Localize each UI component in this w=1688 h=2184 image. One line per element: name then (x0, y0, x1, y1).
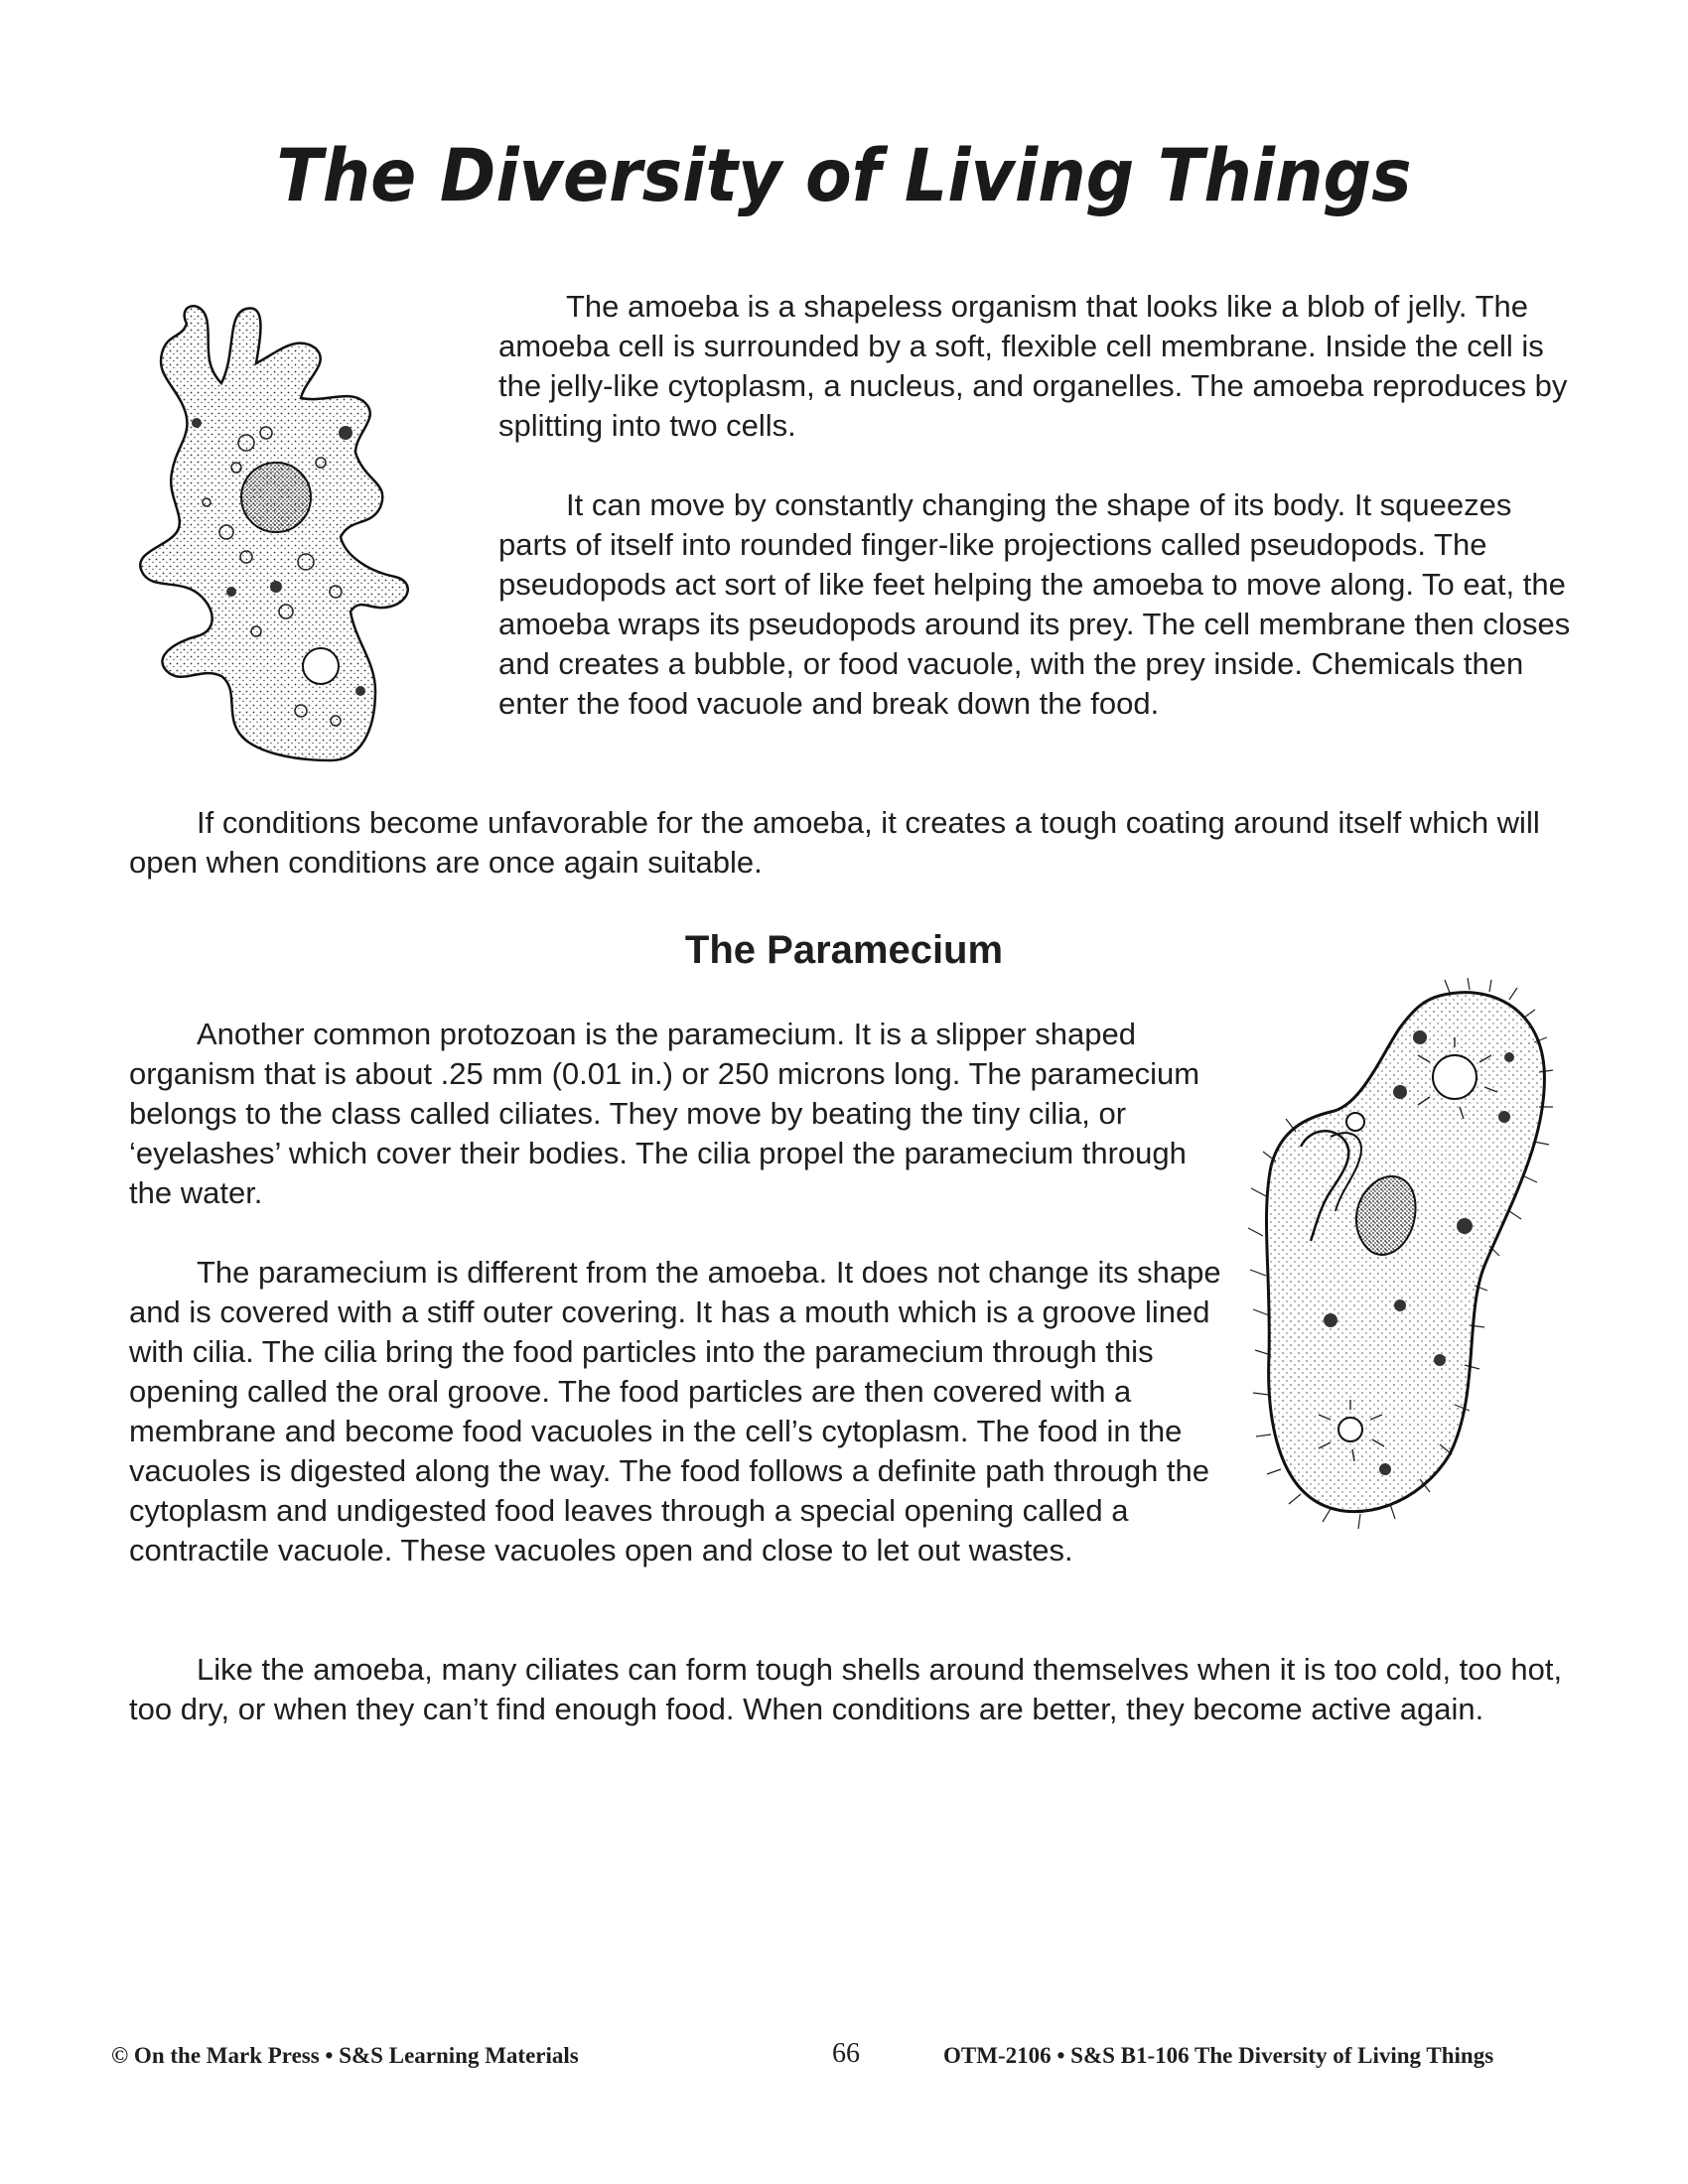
amoeba-paragraph-3: If conditions become unfavorable for the amoeba, it creates a tough coating around itself which will open when conditions are once again suitable. (129, 805, 1540, 880)
amoeba-illustration (127, 294, 485, 770)
paramecium-paragraph-1: Another common protozoan is the paramecium. It is a slipper shaped organism that is about .25 mm (0.01 in.) or 250 microns long. The paramecium belongs to the class called ciliates. They move by beating the tiny cilia, or ‘eyelashes’ which cover their bodies. The cilia propel the paramecium through the water. (129, 1017, 1200, 1210)
page-number: 66 (832, 2038, 860, 2069)
paramecium-paragraph-2: The paramecium is different from the amoeba. It does not change its shape and is covered with a stiff outer covering. It has a mouth which is a groove lined with cilia. The cilia bring the food particles into the paramecium through this opening called the oral groove. The food particles are then covered with a membrane and become food vacuoles in the cell’s cytoplasm. The food in the vacuoles is digested along the way. The food follows a definite path through the cytoplasm and undigested food leaves through a special opening called a contractile vacuole. These vacuoles open and close to let out wastes. (129, 1255, 1221, 1568)
footer-publisher: © On the Mark Press • S&S Learning Materials (111, 2043, 579, 2068)
amoeba-paragraph-1: The amoeba is a shapeless organism that looks like a blob of jelly. The amoeba cell is surrounded by a soft, flexible cell membrane. Inside the cell is the jelly-like cytoplasm, a nucleus, and organelles. The amoeba reproduces by splitting into two cells. (498, 289, 1568, 443)
page-title: The Diversity of Living Things (276, 133, 1412, 219)
section-heading-paramecium: The Paramecium (684, 928, 1004, 972)
amoeba-paragraph-2: It can move by constantly changing the shape of its body. It squeezes parts of itself into rounded finger-like projections called pseudopods. The pseudopods act sort of like feet helping the amoeba to move along. To eat, the amoeba wraps its pseudopods around its prey. The cell membrane then closes and creates a bubble, or food vacuole, with the prey inside. Chemicals then enter the food vacuole and break down the food. (498, 487, 1571, 721)
paramecium-paragraph-3: Like the amoeba, many ciliates can form tough shells around themselves when it is too cold, too hot, too dry, or when they can’t find enough food. When conditions are better, they become active again. (129, 1652, 1563, 1726)
paramecium-illustration (1241, 978, 1559, 1564)
footer-book-code: OTM-2106 • S&S B1-106 The Diversity of Living Things (943, 2043, 1494, 2068)
